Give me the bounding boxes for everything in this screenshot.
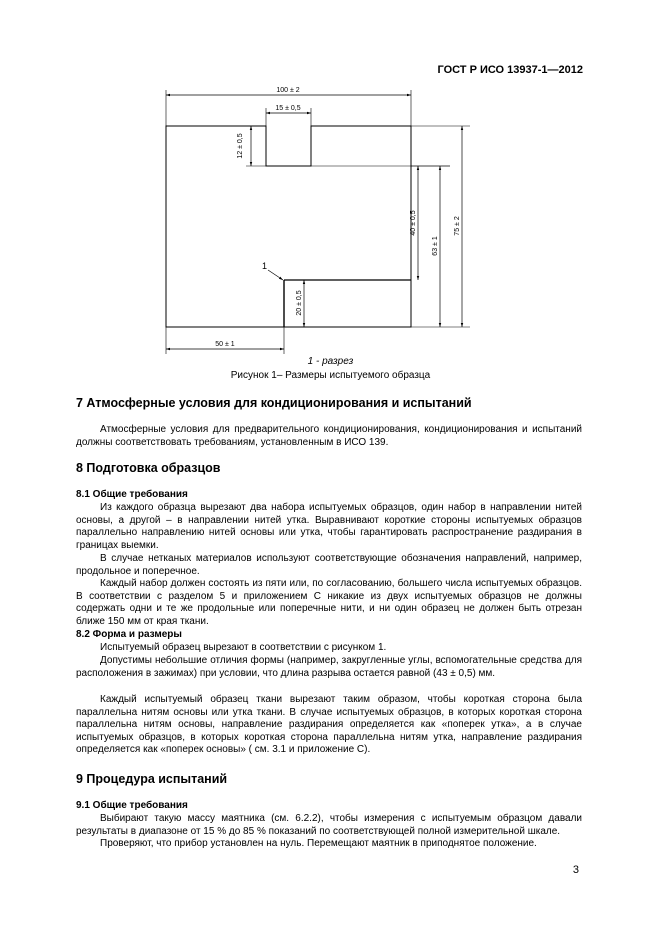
subsection-8-2-title: 8.2 Форма и размеры	[76, 629, 182, 640]
section-9-title: 9 Процедура испытаний	[76, 772, 228, 786]
specimen-drawing-svg	[150, 82, 480, 382]
specimen-drawing	[150, 82, 480, 382]
section-8-paragraph-1: Из каждого образца вырезают два набора испытуемых образцов, один набор в направлении нитей основы, а другой – в направлении нитей утка. Выравнивают короткие стороны испытуемых образцов параллельно направлению нитей основы или утка, чтобы гарантировать распространение раздирания в границах выемки.	[76, 502, 582, 551]
figure-caption: Рисунок 1– Размеры испытуемого образца	[230, 370, 431, 381]
figure-legend-text: 1 - разрез	[307, 356, 354, 367]
section-8-paragraph-2: В случае нетканых материалов используют соответствующие обозначения направлений, например, продольное и поперечное.	[76, 553, 582, 577]
document-header: ГОСТ Р ИСО 13937-1—2012	[437, 64, 583, 76]
section-9-paragraph-1: Выбирают такую массу маятника (см. 6.2.2), чтобы измерения с испытуемым образцом давали результаты в диапазоне от 15 % до 85 % показаний по соответствующей полной измерительной шкале.	[76, 813, 582, 837]
section-7-title: 7 Атмосферные условия для кондиционирования и испытаний	[76, 396, 472, 410]
section-8-paragraph-3: Каждый набор должен состоять из пяти или, по согласованию, большего числа испытуемых образцов. В соответствии с разделом 5 и приложением С никакие из двух испытуемых образцов не должны содержать одни и те же продольные или поперечные нити, и ни один образец не должен быть отрезан ближе 150 мм от края ткани.	[76, 578, 582, 627]
dim-inner-height-label: 63 ± 1	[432, 236, 439, 256]
dim-slot-width-label: 15 ± 0,5	[275, 105, 301, 112]
section-8-paragraph-4: Испытуемый образец вырезают в соответствии с рисунком 1.	[100, 642, 387, 653]
dim-cut-position-label: 50 ± 1	[215, 341, 235, 348]
section-8-title: 8 Подготовка образцов	[76, 461, 221, 475]
page-number: 3	[572, 864, 579, 876]
subsection-8-1-title: 8.1 Общие требования	[76, 489, 188, 500]
marker-leader	[268, 270, 283, 280]
section-9-paragraph-2: Проверяют, что прибор установлен на нуль. Перемещают маятник в приподнятое положение.	[100, 838, 537, 849]
dim-tear-length-label: 40 ± 0,5	[410, 210, 417, 236]
figure-legend	[0, 356, 661, 367]
dim-total-height-label: 75 ± 2	[454, 216, 461, 236]
section-8-paragraph-6: Каждый испытуемый образец ткани вырезают таким образом, чтобы короткая сторона была параллельна нитям основы или утка ткани. В случае испытуемых образцов, в которых короткая сторона параллельна нитям основы, направление раздирания определяется как «поперек утка», а в случае испытуемых образцов, в которых короткая сторона параллельна нитям утка, направление раздирания определяется как «поперек основы» ( см. 3.1 и приложение С).	[76, 694, 582, 756]
section-8-paragraph-5: Допустимы небольшие отличия формы (например, закругленные углы, вспомогательные средства для расположения в зажимах) при условии, что длина разрыва остается равной (43 ± 0,5) мм.	[76, 655, 582, 679]
subsection-9-1-title: 9.1 Общие требования	[76, 800, 188, 811]
specimen-outline	[166, 126, 411, 327]
dim-width-label: 100 ± 2	[276, 87, 300, 94]
marker-label: 1	[262, 261, 268, 271]
dim-slot-depth-label: 12 ± 0,5	[237, 133, 244, 159]
dim-cut-height-label: 20 ± 0,5	[296, 290, 303, 316]
section-7-paragraph-1: Атмосферные условия для предварительного кондиционирования, кондиционирования и испытаний должны соответствовать требованиям, установленным в ИСО 139.	[76, 424, 582, 448]
